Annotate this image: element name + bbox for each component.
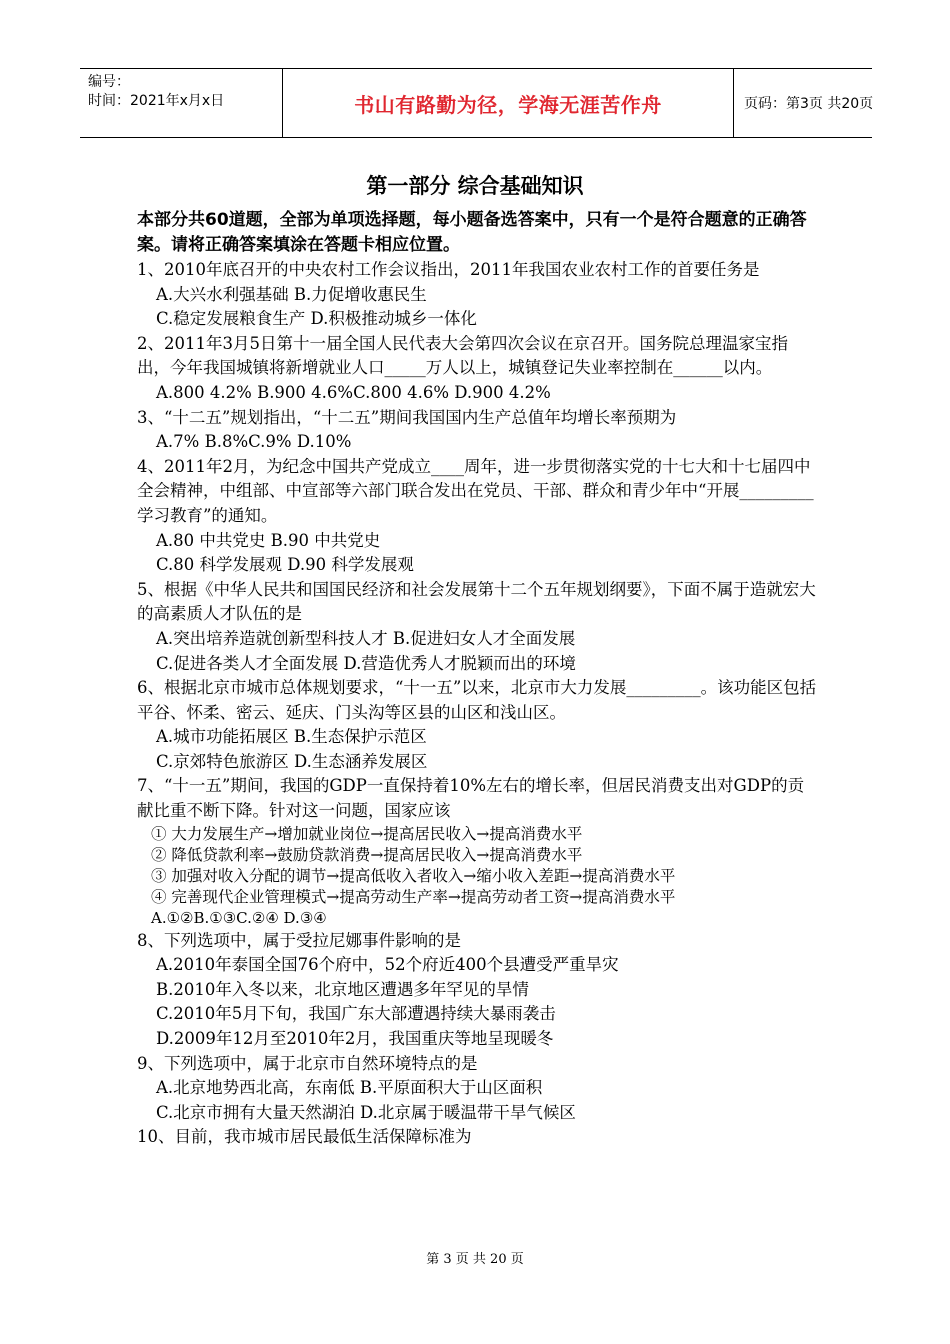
statement-item: ② 降低贷款利率→鼓励贷款消费→提高居民收入→提高消费水平 xyxy=(151,845,583,864)
question-text: 4、2011年2月，为纪念中国共产党成立____周年，进一步贯彻落实党的十七大和十七届四中全会精神，中组部、中宣部等六部门联合发出在党员、干部、群众和青少年中“开展_________学习教育”的通知。 xyxy=(137,456,814,525)
page-header xyxy=(80,68,872,138)
question-5 xyxy=(137,578,817,676)
question-10 xyxy=(137,1125,817,1150)
statement-item: ① 大力发展生产→增加就业岗位→提高居民收入→提高消费水平 xyxy=(151,824,583,843)
question-options: A.城市功能拓展区 B.生态保护示范区 xyxy=(156,727,427,747)
question-options: A.7% B.8%C.9% D.10% xyxy=(156,432,352,452)
question-options: B.2010年入冬以来，北京地区遭遇多年罕见的旱情 xyxy=(156,979,529,999)
question-1 xyxy=(137,258,817,332)
question-7 xyxy=(137,774,817,928)
statement-item: ④ 完善现代企业管理模式→提高劳动生产率→提高劳动者工资→提高消费水平 xyxy=(151,887,676,906)
question-options: C.稳定发展粮食生产 D.积极推动城乡一体化 xyxy=(156,309,477,329)
question-text: 3、“十二五”规划指出，“十二五”期间我国国内生产总值年均增长率预期为 xyxy=(137,407,677,427)
question-text: 10、目前，我市城市居民最低生活保障标准为 xyxy=(137,1127,472,1147)
serial-label: 编号： xyxy=(88,74,130,90)
header-motto xyxy=(282,69,734,137)
question-2 xyxy=(137,332,817,406)
question-options: C.京郊特色旅游区 D.生态涵养发展区 xyxy=(156,751,428,771)
statement-item: ③ 加强对收入分配的调节→提高低收入者收入→缩小收入差距→提高消费水平 xyxy=(151,866,676,885)
section-title: 第一部分 综合基础知识 xyxy=(366,174,584,198)
question-options: A.80 中共党史 B.90 中共党史 xyxy=(156,530,381,550)
question-8 xyxy=(137,929,817,1052)
question-4 xyxy=(137,455,817,578)
header-meta xyxy=(80,69,282,137)
question-options: C.北京市拥有大量天然湖泊 D.北京属于暖温带干旱气候区 xyxy=(156,1102,576,1122)
question-3 xyxy=(137,406,817,455)
header-page-info: 页码：第3页 共20页 xyxy=(744,96,874,112)
question-text: 1、2010年底召开的中央农村工作会议指出，2011年我国农业农村工作的首要任务是 xyxy=(137,260,760,279)
question-text: 2、2011年3月5日第十一届全国人民代表大会第四次会议在京召开。国务院总理温家宝指出，今年我国城镇将新增就业人口_____万人以上，城镇登记失业率控制在______以内。 xyxy=(137,333,788,378)
question-options: A.800 4.2% B.900 4.6%C.800 4.6% D.900 4.2% xyxy=(156,382,551,402)
question-options: C.2010年5月下旬，我国广东大部遭遇持续大暴雨袭击 xyxy=(156,1004,556,1024)
question-text: 5、根据《中华人民共和国国民经济和社会发展第十二个五年规划纲要》，下面不属于造就宏大的高素质人才队伍的是 xyxy=(137,579,816,624)
question-options: A.2010年泰国全国76个府中，52个府近400个县遭受严重旱灾 xyxy=(156,955,619,975)
motto-text: 书山有路勤为径，学海无涯苦作舟 xyxy=(354,92,662,117)
question-text: 9、下列选项中，属于北京市自然环境特点的是 xyxy=(137,1053,478,1073)
section-intro: 本部分共60道题，全部为单项选择题，每小题备选答案中，只有一个是符合题意的正确答案。请将正确答案填涂在答题卡相应位置。 xyxy=(137,210,807,255)
question-list xyxy=(137,208,817,1150)
question-6 xyxy=(137,676,817,774)
question-9 xyxy=(137,1052,817,1126)
time-label: 时间：2021年x月x日 xyxy=(88,93,225,109)
question-options: A.①②B.①③C.②④ D.③④ xyxy=(151,908,327,927)
question-text: 8、下列选项中，属于受拉尼娜事件影响的是 xyxy=(137,930,461,950)
question-options: A.北京地势西北高，东南低 B.平原面积大于山区面积 xyxy=(156,1078,543,1098)
question-options: A.突出培养造就创新型科技人才 B.促进妇女人才全面发展 xyxy=(156,628,576,648)
question-text: 6、根据北京市城市总体规划要求，“十一五”以来，北京市大力发展_________。该功能区包括平谷、怀柔、密云、延庆、门头沟等区县的山区和浅山区。 xyxy=(137,678,817,722)
page-footer: 第 3 页 共 20 页 xyxy=(426,1252,524,1267)
question-options: C.促进各类人才全面发展 D.营造优秀人才脱颖而出的环境 xyxy=(156,653,576,673)
question-options: A.大兴水利强基础 B.力促增收惠民生 xyxy=(156,284,427,304)
question-text: 7、“十一五”期间，我国的GDP一直保持着10%左右的增长率，但居民消费支出对GDP的贡献比重不断下降。针对这一问题，国家应该 xyxy=(137,776,805,821)
question-options: C.80 科学发展观 D.90 科学发展观 xyxy=(156,555,414,575)
question-options: D.2009年12月至2010年2月，我国重庆等地呈现暖冬 xyxy=(156,1029,554,1049)
